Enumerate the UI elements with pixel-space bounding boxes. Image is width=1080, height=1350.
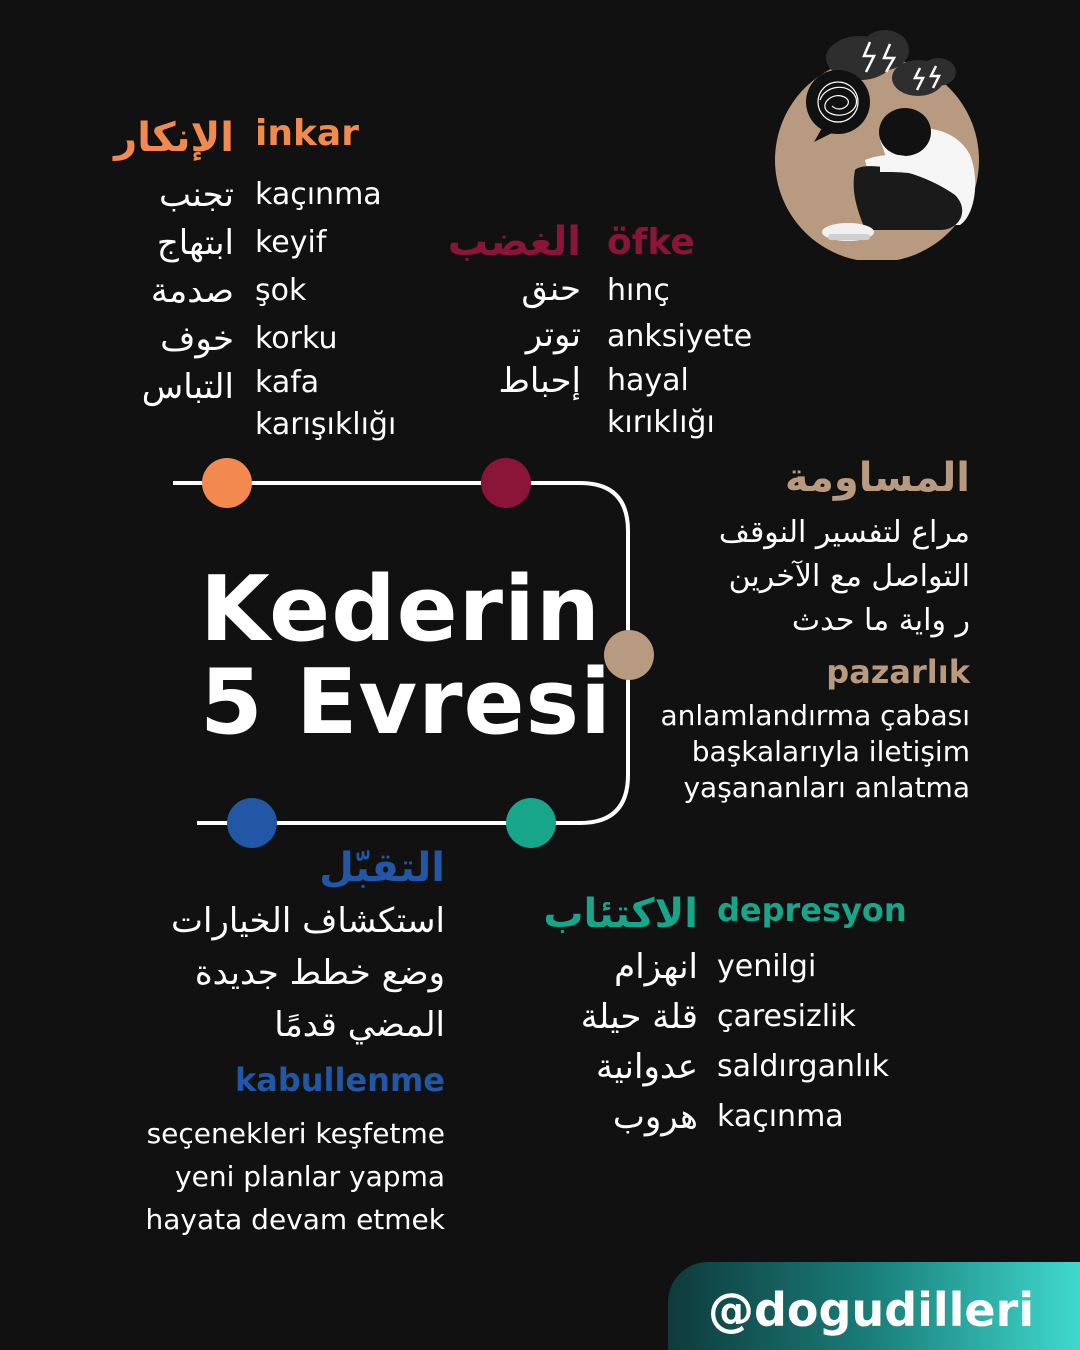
anger-title-ar: الغضب <box>447 219 581 265</box>
denial-ar-item: التباس <box>141 367 234 407</box>
anger-tr-item: hınç <box>607 273 670 308</box>
anger-stage-dot <box>481 458 531 508</box>
depression-tr-item: saldırganlık <box>717 1049 890 1084</box>
denial-ar-item: تجنب <box>158 175 234 215</box>
denial-ar-item: ابتهاج <box>156 223 234 263</box>
depression-stage-dot <box>506 798 556 848</box>
account-handle[interactable]: @dogudilleri <box>708 1283 1035 1337</box>
acceptance-ar-item: المضي قدمًا <box>274 1005 445 1045</box>
denial-tr-item: korku <box>255 321 338 356</box>
denial-stage-dot <box>202 458 252 508</box>
acceptance-tr-item: hayata devam etmek <box>145 1203 445 1236</box>
depression-tr-item: yenilgi <box>717 949 817 984</box>
denial-tr-item: kaçınma <box>255 177 382 212</box>
acceptance-ar-item: وضع خطط جديدة <box>194 953 445 993</box>
anger-ar-item: توتر <box>525 315 581 355</box>
denial-title-tr: inkar <box>255 113 359 154</box>
acceptance-ar-item: استكشاف الخيارات <box>171 901 445 941</box>
page-title-line2: 5 Evresi <box>200 650 612 755</box>
denial-title-ar: الإنكار <box>114 115 234 161</box>
bargaining-tr-item: anlamlandırma çabası <box>660 699 970 732</box>
acceptance-tr-item: yeni planlar yapma <box>175 1160 445 1193</box>
denial-tr-item: karışıklığı <box>255 407 397 442</box>
denial-tr-item: keyif <box>255 225 327 260</box>
denial-tr-item: şok <box>255 273 307 308</box>
denial-ar-item: صدمة <box>150 271 234 311</box>
page-title-line1: Kederin <box>200 557 601 662</box>
depression-title-tr: depresyon <box>717 891 907 929</box>
bargaining-tr-item: yaşananları anlatma <box>683 771 970 804</box>
depression-ar-item: عدوانية <box>596 1047 698 1087</box>
anger-ar-item: حنق <box>521 269 581 309</box>
depression-ar-item: قلة حيلة <box>580 997 698 1037</box>
depression-ar-item: هروب <box>612 1097 698 1137</box>
acceptance-tr-item: seçenekleri keşfetme <box>146 1117 445 1150</box>
anger-tr-item: hayal <box>607 363 689 398</box>
bargaining-tr-item: başkalarıyla iletişim <box>691 735 970 768</box>
anger-title-tr: öfke <box>607 222 695 263</box>
bargaining-ar-item: التواصل مع الآخرين <box>728 559 970 594</box>
denial-ar-item: خوف <box>160 319 234 359</box>
acceptance-title-tr: kabullenme <box>234 1061 445 1099</box>
anger-ar-item: إحباط <box>498 361 581 401</box>
depression-tr-item: kaçınma <box>717 1099 844 1134</box>
depression-tr-item: çaresizlik <box>717 999 856 1034</box>
bargaining-title-tr: pazarlık <box>826 653 970 691</box>
bargaining-ar-item: مراع لتفسير النوقف <box>718 515 970 550</box>
denial-tr-item: kafa <box>255 365 320 400</box>
bargaining-title-ar: المساومة <box>784 455 970 501</box>
anger-tr-item: kırıklığı <box>607 405 715 440</box>
depression-ar-item: انهزام <box>614 947 698 987</box>
bargaining-ar-item: ر واية ما حدث <box>791 603 970 638</box>
depression-title-ar: الاكتئاب <box>543 891 698 937</box>
acceptance-title-ar: التقبّل <box>319 845 445 891</box>
acceptance-stage-dot <box>227 798 277 848</box>
anger-tr-item: anksiyete <box>607 319 753 354</box>
